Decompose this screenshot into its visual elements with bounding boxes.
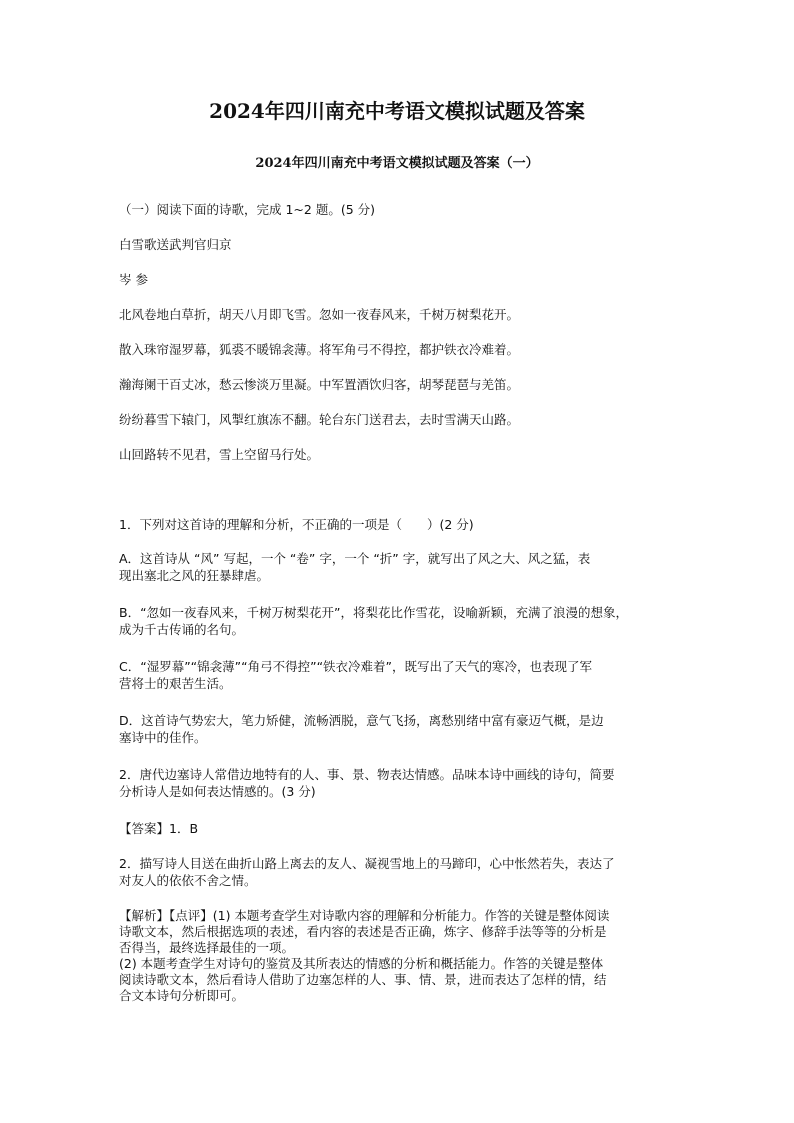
poem-line: 散入珠帘湿罗幕，狐裘不暖锦衾薄。将军角弓不得控，都护铁衣冷难着。 [119, 342, 520, 357]
analysis-line: 阅读诗歌文本，然后看诗人借助了边塞怎样的人、事、情、景，进而表达了怎样的情，结 [119, 972, 607, 987]
answer-2-line-1: 2．描写诗人目送在曲折山路上离去的友人、凝视雪地上的马蹄印，心中怅然若失，表达了 [119, 856, 615, 871]
poem-title: 白雪歌送武判官归京 [119, 237, 232, 252]
section-intro: （一）阅读下面的诗歌，完成 1~2 题。(5 分) [119, 202, 376, 217]
page-title: 2024年四川南充中考语文模拟试题及答案 [209, 99, 585, 123]
answer-2-line-2: 对友人的依依不舍之情。 [119, 873, 257, 888]
question-2-stem-line-2: 分析诗人是如何表达情感的。(3 分) [119, 784, 316, 799]
poem-author: 岑 参 [119, 272, 148, 287]
option-b-line-1: B．“忽如一夜春风来，千树万树梨花开”，将梨花比作雪花，设喻新颖，充满了浪漫的想象， [119, 605, 629, 620]
poem-line: 北风卷地白草折，胡天八月即飞雪。忽如一夜春风来，千树万树梨花开。 [119, 307, 520, 322]
section-title: 2024年四川南充中考语文模拟试题及答案（一） [255, 156, 539, 171]
option-b-line-2: 成为千古传诵的名句。 [119, 622, 245, 637]
question-2-stem-line-1: 2．唐代边塞诗人常借边地特有的人、事、景、物表达情感。品味本诗中画线的诗句，简要 [119, 767, 615, 782]
option-a-line-2: 现出塞北之风的狂暴肆虐。 [119, 568, 270, 583]
analysis-line: 合文本诗句分析即可。 [119, 988, 245, 1003]
poem-line: 纷纷暮雪下辕门，风掣红旗冻不翻。轮台东门送君去，去时雪满天山路。 [119, 412, 520, 427]
answer-label: 【答案】1．B [119, 821, 199, 836]
option-d-line-1: D．这首诗气势宏大，笔力矫健，流畅洒脱，意气飞扬，离愁别绪中富有豪迈气概，是边 [119, 713, 604, 728]
analysis-line: 【解析】【点评】(1) 本题考查学生对诗歌内容的理解和分析能力。作答的关键是整体阅读 [119, 908, 610, 923]
option-c-line-2: 营将士的艰苦生活。 [119, 676, 232, 691]
analysis-line: (2) 本题考查学生对诗句的鉴赏及其所表达的情感的分析和概括能力。作答的关键是整体 [119, 956, 604, 971]
analysis-line: 诗歌文本，然后根据选项的表述，看内容的表述是否正确，炼字、修辞手法等等的分析是 [119, 924, 607, 939]
poem-line: 瀚海阑干百丈冰，愁云惨淡万里凝。中军置酒饮归客，胡琴琵琶与羌笛。 [119, 377, 520, 392]
option-c-line-1: C．“湿罗幕”“锦衾薄”“角弓不得控”“铁衣冷难着”，既写出了天气的寒冷，也表现了军 [119, 659, 593, 674]
option-d-line-2: 塞诗中的佳作。 [119, 730, 207, 745]
poem-line: 山回路转不见君，雪上空留马行处。 [119, 447, 320, 462]
analysis-line: 否得当，最终选择最佳的一项。 [119, 940, 295, 955]
option-a-line-1: A．这首诗从 “风” 写起，一个 “卷” 字，一个 “折” 字，就写出了风之大、风之猛，表 [119, 551, 591, 566]
question-1-stem: 1．下列对这首诗的理解和分析，不正确的一项是（ ）(2 分) [119, 517, 474, 532]
